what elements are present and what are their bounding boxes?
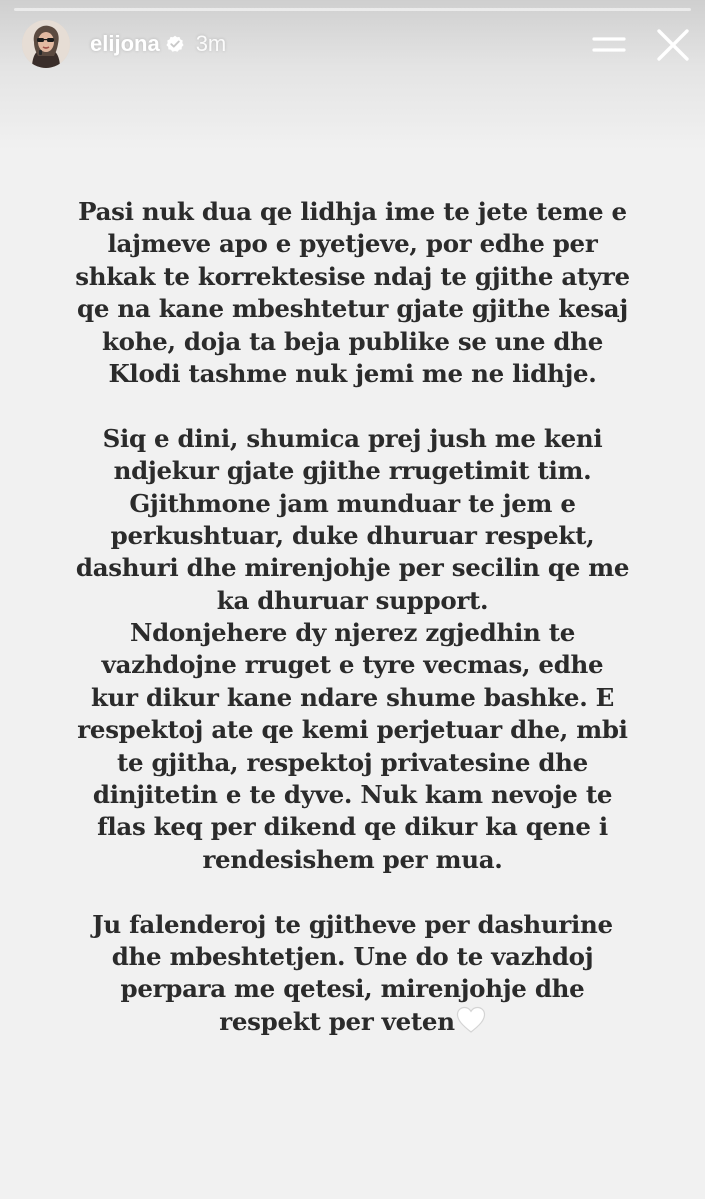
story-text-line: Gjithmone jam munduar te jem e: [129, 488, 576, 518]
avatar[interactable]: [22, 20, 70, 68]
story-text-line: shkak te korrektesise ndaj te gjithe atyre: [75, 261, 630, 291]
paragraph-gap: [40, 876, 665, 908]
story-text-line: respektoj ate qe kemi perjetuar dhe, mbi: [77, 715, 628, 745]
verified-badge-icon: [166, 35, 184, 53]
story-text-line: Ndonjehere dy njerez zgjedhin te: [129, 618, 576, 648]
story-text-line: lajmeve apo e pyetjeve, por edhe per: [107, 229, 598, 259]
story-text-line: dashuri dhe mirenjohje per secilin qe me: [75, 553, 630, 583]
story-text-line: Klodi tashme nuk jemi me ne lidhje.: [108, 358, 597, 388]
paragraph-gap: [40, 390, 665, 422]
story-text-line: respekt per veten: [40, 1006, 665, 1038]
close-icon[interactable]: [654, 26, 692, 64]
story-text-body: [40, 196, 665, 1038]
username[interactable]: elijona: [90, 31, 160, 56]
story-timestamp: 3m: [195, 31, 227, 56]
story-text-line: kur dikur kane ndare shume bashke. E: [90, 682, 615, 712]
story-text-line: dhe mbeshtetjen. Une do te vazhdoj: [111, 941, 594, 971]
story-text-line: perkushtuar, duke dhuruar respekt,: [110, 520, 595, 550]
story-text-line: ndjekur gjate gjithe rrugetimit tim.: [113, 456, 592, 486]
menu-lines-icon[interactable]: [590, 28, 630, 60]
story-text-line: perpara me qetesi, mirenjohje dhe: [120, 974, 585, 1004]
story-text-line: rendesishem per mua.: [202, 844, 503, 874]
story-text-line: dinjitetin e te dyve. Nuk kam nevoje te: [92, 780, 613, 810]
story-text-line: te gjitha, respektoj privatesine dhe: [117, 747, 588, 777]
story-text-line: kohe, doja ta beja publike se une dhe: [101, 326, 604, 356]
story-text-line: qe na kane mbeshtetur gjate gjithe kesaj: [77, 294, 628, 324]
story-text-line: flas keq per dikend qe dikur ka qene i: [97, 812, 608, 842]
story-text-line: ka dhuruar support.: [216, 585, 489, 615]
story-text-line: Pasi nuk dua qe lidhja ime te jete teme e: [78, 197, 627, 226]
white-heart-icon: [456, 1006, 486, 1034]
story-header: [22, 18, 226, 70]
story-text-line: vazhdojne rruget e tyre vecmas, edhe: [101, 650, 604, 680]
story-text-line: Ju falenderoj te gjitheve per dashurine: [92, 909, 613, 939]
story-text-line: Siq e dini, shumica prej jush me keni: [102, 423, 603, 453]
avatar-image: [22, 20, 70, 68]
story-progress-bar: [14, 8, 691, 11]
